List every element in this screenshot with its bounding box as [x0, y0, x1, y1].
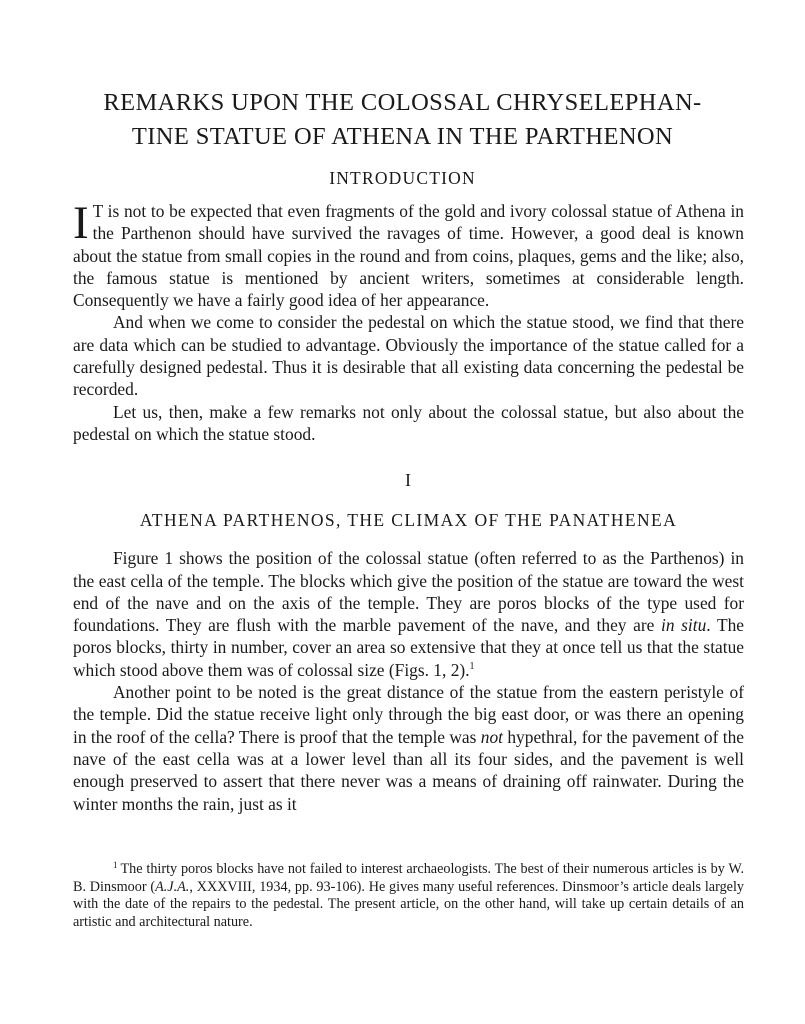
- drop-cap: I: [73, 197, 89, 249]
- article-body: [73, 197, 744, 815]
- article-title-line-2: TINE STATUE OF ATHENA IN THE PARTHENON: [131, 123, 674, 150]
- footnote-text-part-a: The thirty poros blocks have not failed to interest archaeologists. The best of their numerous articles is by W. B. Dinsmoor (: [73, 861, 744, 895]
- footnote-text-part-b: , XXXVIII, 1934, pp. 93-106). He gives many useful references. Dinsmoor’s article deals largely with the date of the repairs to the pedestal. The present article, on the other hand, will take up certain details of an artistic and architectural nature.: [73, 878, 745, 930]
- footnote-journal-italic: A.J.A.: [155, 878, 190, 895]
- article-title-line-1: REMARKS UPON THE COLOSSAL CHRYSELEPHAN-: [103, 89, 702, 116]
- article-title: [60, 86, 745, 154]
- section-number: I: [405, 470, 412, 491]
- section-title: ATHENA PARTHENOS, THE CLIMAX OF THE PANATHENEA: [139, 510, 678, 531]
- intro-paragraph-2: And when we come to consider the pedestal on which the statue stood, we find that there are data which can be studied to advantage. Obviously the importance of the statue called for a carefully designed pedestal. Thus it is desirable that all existing data concerning the pedestal be recorded.: [73, 312, 744, 400]
- footnote-reference[interactable]: 1: [469, 660, 475, 672]
- section-paragraph-2-part-b: hypethral, for the pavement of the nave of the east cella was at a lower level than all its four sides, and the pavement is well enough preserved to assert that there never was a means of draining off rainwater. During the winter months the rain, just as it: [73, 726, 744, 814]
- footnote: [73, 861, 744, 931]
- not-italic: not: [480, 726, 504, 747]
- footnote-mark: 1: [113, 860, 118, 870]
- intro-paragraph-1: [73, 197, 744, 311]
- section-paragraph-1-part-a: Figure 1 shows the position of the colossal statue (often referred to as the Parthenos) in the east cella of the temple. The blocks which give the position of the statue are toward the west end of the nave and on the axis of the temple. They are poros blocks of the type used for foundations. They are flush with the marble pavement of the nave, and they are: [73, 548, 744, 636]
- intro-paragraph-1-text: T is not to be expected that even fragments of the gold and ivory colossal statue of Athena in the Parthenon should have survived the ravages of time. However, a good deal is known about the statue from small copies in the round and from coins, plaques, gems and the like; also, the famous statue is mentioned by ancient writers, sometimes at considerable length. Consequently we have a fairly good idea of her appearance.: [73, 201, 744, 311]
- section-paragraph-2: [73, 681, 744, 815]
- section-paragraph-2-part-a: Another point to be noted is the great distance of the statue from the eastern peristyle of the temple. Did the statue receive light only through the big east door, or was there an opening in the roof of the cella? There is proof that the temple was: [73, 682, 744, 747]
- intro-paragraph-3: Let us, then, make a few remarks not only about the colossal statue, but also about the pedestal on which the statue stood.: [73, 401, 744, 444]
- introduction-heading: INTRODUCTION: [329, 168, 476, 188]
- footnote-paragraph: [73, 861, 744, 931]
- in-situ-italic: in situ: [660, 615, 707, 636]
- section-paragraph-1: [73, 547, 744, 681]
- section-paragraph-1-part-b: . The poros blocks, thirty in number, cover an area so extensive that they at once tell us that the statue which stood above them was of colossal size (Figs. 1, 2).: [73, 615, 744, 680]
